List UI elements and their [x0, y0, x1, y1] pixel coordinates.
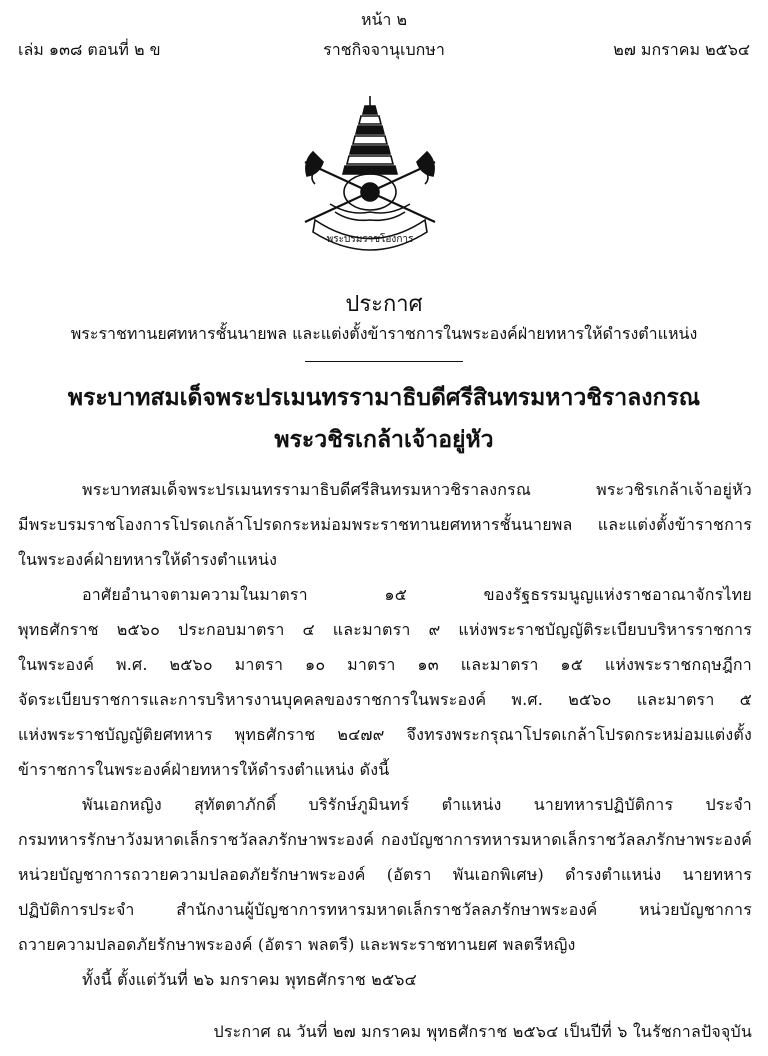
paragraph-2-line-1: อาศัยอำนาจตามความในมาตรา ๑๕ ของรัฐธรรมนูญแห่งราชอาณาจักรไทย: [82, 585, 752, 604]
paragraph-1-line-2: มีพระบรมราชโองการโปรดเกล้าโปรดกระหม่อมพระราชทานยศทหารชั้นนายพล และแต่งตั้งข้าราชการ: [18, 515, 752, 534]
page-number: หน้า ๒: [360, 10, 408, 29]
effective-date: ทั้งนี้ ตั้งแต่วันที่ ๒๖ มกราคม พุทธศักราช ๒๕๖๔: [82, 970, 417, 989]
royal-seal-emblem-icon: [285, 92, 455, 262]
paragraph-3-line-4: ปฏิบัติการประจำ สำนักงานผู้บัญชาการทหารมหาดเล็กราชวัลลภรักษาพระองค์ หน่วยบัญชาการ: [18, 900, 752, 919]
paragraph-3-line-5: ถวายความปลอดภัยรักษาพระองค์ (อัตรา พลตรี) และพระราชทานยศ พลตรีหญิง: [18, 935, 576, 954]
announcement-title: ประกาศ: [345, 292, 423, 317]
paragraph-3-line-1: พันเอกหญิง สุทัตตาภักดิ์ บริรักษ์ภูมินทร์ ตำแหน่ง นายทหารปฏิบัติการ ประจำ: [82, 795, 752, 814]
king-title-line-2: พระวชิรเกล้าเจ้าอยู่หัว: [274, 426, 494, 453]
title-divider: [305, 361, 463, 362]
paragraph-2-line-2: พุทธศักราช ๒๕๖๐ ประกอบมาตรา ๔ และมาตรา ๙ แห่งพระราชบัญญัติระเบียบบริหารราชการ: [18, 620, 752, 639]
paragraph-2-line-5: แห่งพระราชบัญญัติยศทหาร พุทธศักราช ๒๔๗๙ จึงทรงพระกรุณาโปรดเกล้าโปรดกระหม่อมแต่งตั้ง: [18, 725, 752, 744]
paragraph-3-line-3: หน่วยบัญชาการถวายความปลอดภัยรักษาพระองค์ (อัตรา พันเอกพิเศษ) ดำรงตำแหน่ง นายทหาร: [18, 865, 752, 884]
king-title-line-1: พระบาทสมเด็จพระปรเมนทรรามาธิบดีศรีสินทรมหาวชิราลงกรณ: [67, 384, 701, 411]
paragraph-2-line-6: ข้าราชการในพระองค์ฝ่ายทหารให้ดำรงตำแหน่ง ดังนี้: [18, 760, 390, 779]
paragraph-1-line-3: ในพระองค์ฝ่ายทหารให้ดำรงตำแหน่ง: [18, 550, 278, 569]
volume-info: เล่ม ๑๓๘ ตอนที่ ๒ ข: [18, 40, 161, 59]
paragraph-3-line-2: กรมทหารรักษาวังมหาดเล็กราชวัลลภรักษาพระองค์ กองบัญชาการทหารมหาดเล็กราชวัลลภรักษาพระองค์: [18, 830, 752, 849]
emblem-ribbon-text: พระบรมราชโองการ: [326, 234, 414, 245]
paragraph-1-line-1: พระบาทสมเด็จพระปรเมนทรรามาธิบดีศรีสินทรมหาวชิราลงกรณ พระวชิรเกล้าเจ้าอยู่หัว: [82, 480, 752, 499]
closing-statement: ประกาศ ณ วันที่ ๒๗ มกราคม พุทธศักราช ๒๕๖๔ เป็นปีที่ ๖ ในรัชกาลปัจจุบัน: [213, 1022, 752, 1041]
gazette-date: ๒๗ มกราคม ๒๕๖๔: [613, 40, 750, 59]
paragraph-2-line-3: ในพระองค์ พ.ศ. ๒๕๖๐ มาตรา ๑๐ มาตรา ๑๓ และมาตรา ๑๕ แห่งพระราชกฤษฎีกา: [18, 655, 752, 674]
gazette-name: ราชกิจจานุเบกษา: [323, 40, 445, 59]
paragraph-2-line-4: จัดระเบียบราชการและการบริหารงานบุคคลของราชการในพระองค์ พ.ศ. ๒๕๖๐ และมาตรา ๕: [18, 690, 752, 709]
announcement-subtitle: พระราชทานยศทหารชั้นนายพล และแต่งตั้งข้าราชการในพระองค์ฝ่ายทหารให้ดำรงตำแหน่ง: [70, 324, 698, 343]
